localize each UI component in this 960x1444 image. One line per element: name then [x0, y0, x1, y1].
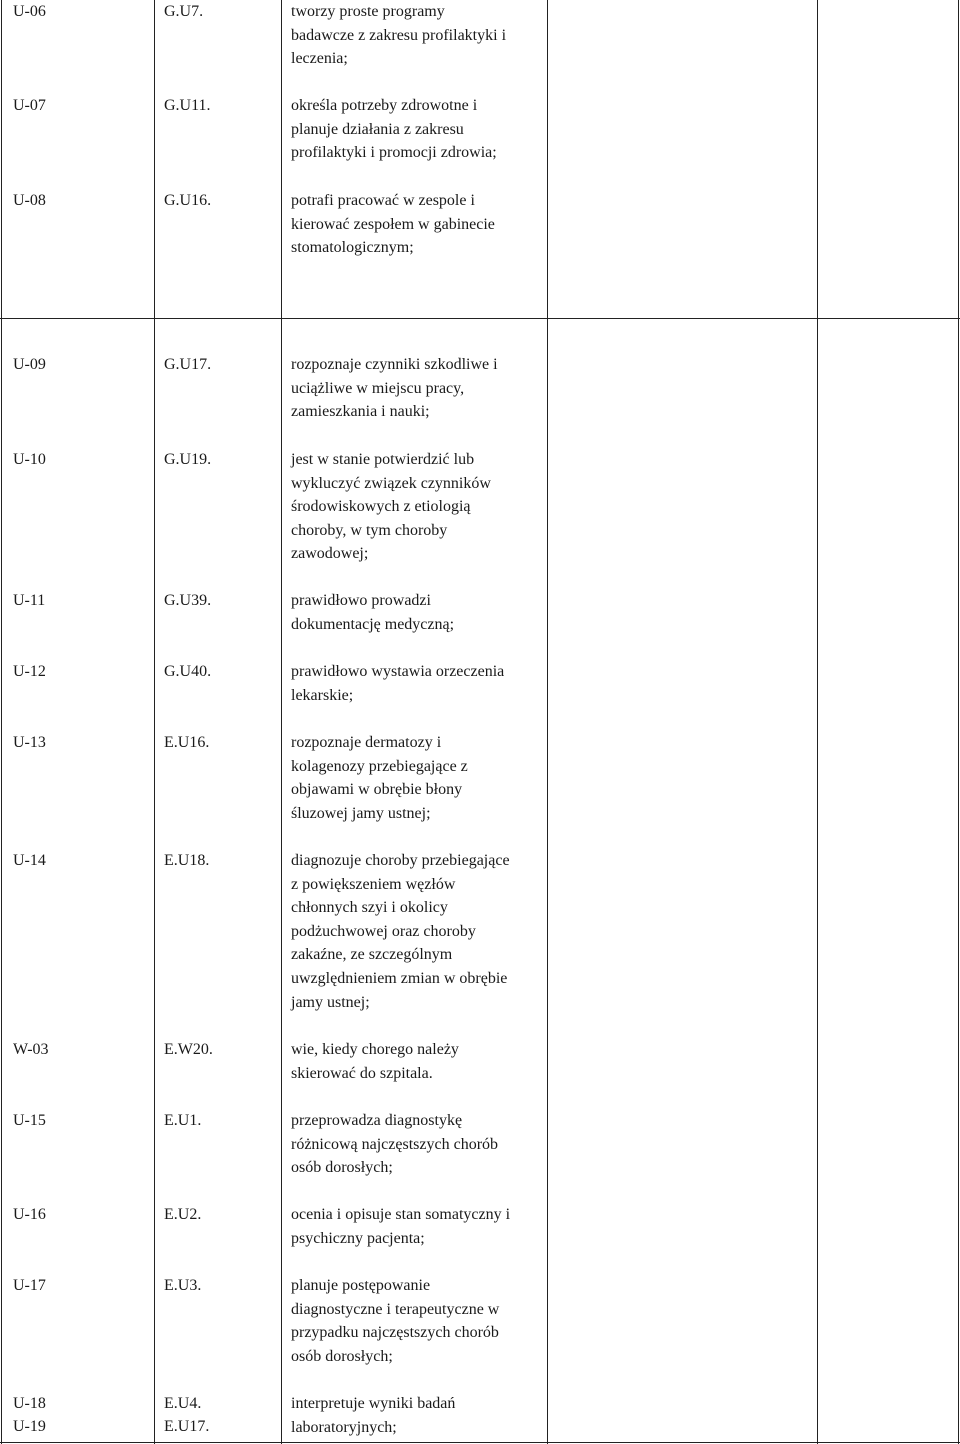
description-line: kolagenozy przebiegające z — [291, 757, 468, 775]
outcome-code: U-18 — [13, 1395, 46, 1412]
standard-reference: G.U7. — [164, 3, 204, 20]
outcome-code: U-10 — [13, 451, 46, 468]
description-line: dokumentację medyczną; — [291, 615, 455, 633]
outcome-description — [291, 589, 541, 636]
description-line: zamieszkania i nauki; — [291, 403, 430, 421]
description-line: z powiększeniem węzłów — [291, 875, 456, 893]
description-line: przeprowadza diagnostykę — [291, 1112, 463, 1129]
outcome-code: U-07 — [13, 97, 46, 114]
description-line: śluzowej jamy ustnej; — [291, 804, 431, 822]
standard-reference: E.U18. — [164, 852, 210, 869]
standard-reference: G.U40. — [164, 663, 212, 680]
outcome-code: U-15 — [13, 1112, 46, 1129]
description-line: profilaktyki i promocji zdrowia; — [291, 144, 497, 162]
outcome-code: W-03 — [13, 1041, 49, 1058]
outcome-description — [291, 1038, 541, 1085]
description-line: osób dorosłych; — [291, 1159, 393, 1177]
description-line: różnicową najczęstszych chorób — [291, 1135, 499, 1153]
description-line: przypadku najczęstszych chorób — [291, 1324, 499, 1342]
description-line: diagnozuje choroby przebiegające — [291, 852, 510, 869]
standard-reference: G.U16. — [164, 192, 212, 209]
description-line: jamy ustnej; — [291, 993, 370, 1011]
description-line: psychiczny pacjenta; — [291, 1229, 425, 1247]
description-line: rozpoznaje czynniki szkodliwe i — [291, 356, 498, 373]
outcome-description — [291, 448, 541, 566]
description-line: wie, kiedy chorego należy — [291, 1041, 459, 1058]
description-line: środowiskowych z etiologią — [291, 498, 471, 516]
description-line: podżuchwowej oraz choroby — [291, 922, 476, 940]
outcome-code: U-17 — [13, 1277, 46, 1294]
description-line: zawodowej; — [291, 545, 369, 563]
description-line: interpretuje wyniki badań — [291, 1395, 456, 1412]
outcome-code: U-12 — [13, 663, 46, 680]
standard-reference: E.W20. — [164, 1041, 213, 1058]
description-line: lekarskie; — [291, 686, 354, 704]
description-line: prawidłowo prowadzi — [291, 592, 431, 609]
standard-reference: E.U3. — [164, 1277, 202, 1294]
description-line: rozpoznaje dermatozy i — [291, 734, 442, 751]
description-line: prawidłowo wystawia orzeczenia — [291, 663, 505, 680]
description-line: skierować do szpitala. — [291, 1064, 433, 1082]
standard-reference: E.U2. — [164, 1206, 202, 1223]
standard-reference: E.U16. — [164, 734, 210, 751]
outcome-description — [291, 731, 541, 825]
description-line: leczenia; — [291, 50, 348, 68]
description-line: ocenia i opisuje stan somatyczny i — [291, 1206, 511, 1223]
description-line: objawami w obrębie błony — [291, 781, 463, 799]
outcome-code: U-16 — [13, 1206, 46, 1223]
description-line: jest w stanie potwierdzić lub — [291, 451, 475, 468]
description-line: kierować zespołem w gabinecie — [291, 215, 495, 233]
standard-reference: E.U1. — [164, 1112, 202, 1129]
standard-reference: E.U17. — [164, 1418, 210, 1435]
description-line: diagnostyczne i terapeutyczne w — [291, 1300, 500, 1318]
description-line: zakaźne, ze szczególnym — [291, 946, 453, 964]
description-line: uciążliwe w miejscu pracy, — [291, 379, 465, 397]
outcome-description — [291, 353, 541, 424]
table-border-left — [1, 0, 2, 1444]
outcome-description — [291, 189, 541, 260]
outcome-code: U-06 — [13, 3, 46, 20]
outcome-code: U-08 — [13, 192, 46, 209]
standard-reference: E.U4. — [164, 1395, 202, 1412]
description-line: uwzględnieniem zmian w obrębie — [291, 969, 508, 987]
outcome-description — [291, 1203, 541, 1250]
table-divider-3 — [547, 0, 548, 1444]
description-line: chłonnych szyi i okolicy — [291, 899, 448, 917]
table-border-bottom — [0, 1442, 960, 1443]
outcome-code: U-11 — [13, 592, 46, 609]
outcome-code: U-19 — [13, 1418, 46, 1435]
description-line: badawcze z zakresu profilaktyki i — [291, 26, 507, 44]
description-line: planuje postępowanie — [291, 1277, 431, 1294]
description-line: choroby, w tym choroby — [291, 521, 448, 539]
standard-reference: G.U17. — [164, 356, 212, 373]
table-divider-1 — [154, 0, 155, 1444]
table-divider-2 — [281, 0, 282, 1444]
description-line: planuje działania z zakresu — [291, 120, 464, 138]
outcome-code: U-13 — [13, 734, 46, 751]
outcome-code: U-14 — [13, 852, 46, 869]
outcome-description — [291, 849, 541, 1014]
description-line: wykluczyć związek czynników — [291, 474, 491, 492]
description-line: potrafi pracować w zespole i — [291, 192, 475, 209]
description-line: stomatologicznym; — [291, 239, 414, 257]
outcome-description — [291, 1392, 541, 1439]
standard-reference: G.U19. — [164, 451, 212, 468]
outcome-code: U-09 — [13, 356, 46, 373]
description-line: tworzy proste programy — [291, 3, 445, 20]
table-border-right — [958, 0, 959, 1444]
standard-reference: G.U39. — [164, 592, 212, 609]
outcome-description — [291, 0, 541, 71]
description-line: określa potrzeby zdrowotne i — [291, 97, 478, 114]
description-line: laboratoryjnych; — [291, 1418, 397, 1436]
standard-reference: G.U11. — [164, 97, 211, 114]
outcome-description — [291, 1274, 541, 1368]
outcome-description — [291, 1109, 541, 1180]
description-line: osób dorosłych; — [291, 1347, 393, 1365]
table-divider-4 — [817, 0, 818, 1444]
table-row-separator — [0, 318, 960, 319]
outcome-description — [291, 94, 541, 165]
outcome-description — [291, 660, 541, 707]
